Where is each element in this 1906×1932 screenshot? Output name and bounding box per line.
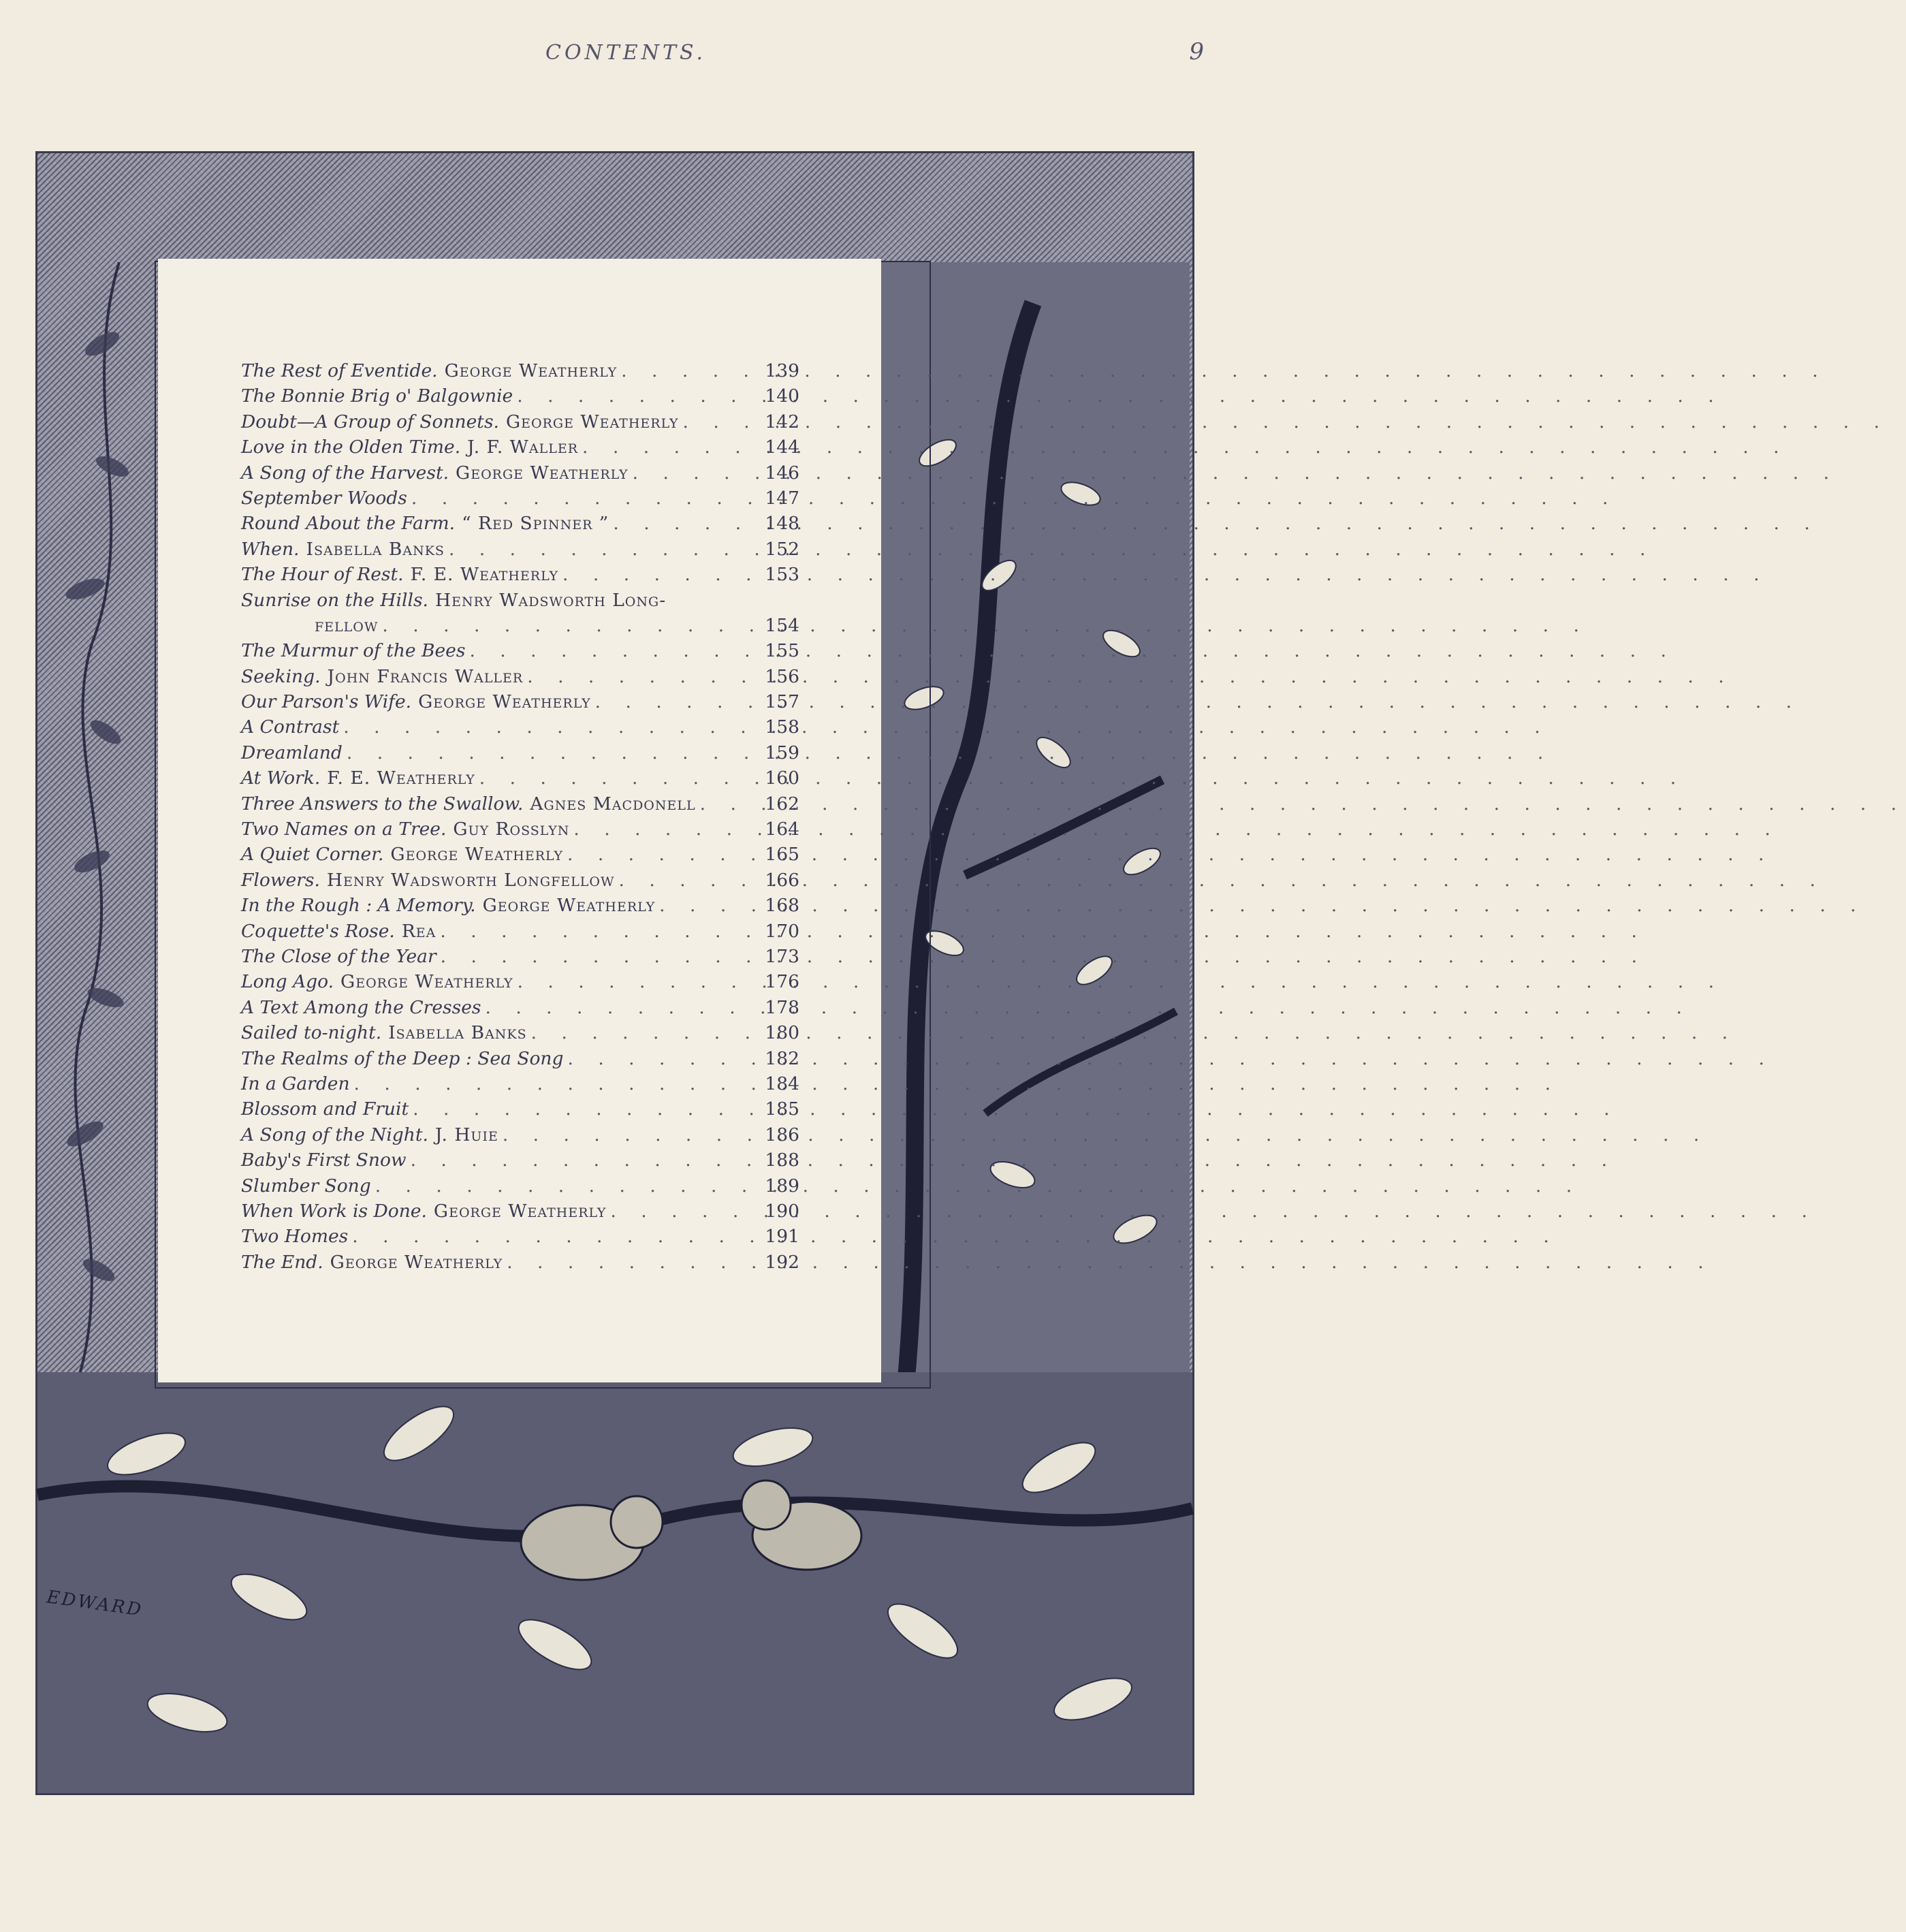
entry-text (241, 1224, 348, 1249)
entry-author: Henry Wadsworth Long- (434, 589, 667, 611)
entry-text (241, 358, 617, 383)
page-number: 9 (1189, 38, 1204, 65)
dot-leader (440, 919, 755, 944)
toc-entry (241, 358, 799, 383)
entry-text (241, 588, 666, 613)
entry-title: Two Names on a Tree. (241, 819, 447, 840)
toc-entry (241, 740, 799, 765)
entry-title: Sunrise on the Hills. (241, 589, 428, 611)
entry-text (241, 562, 558, 587)
toc-entry (241, 664, 799, 689)
toc-entry (241, 1071, 799, 1096)
entry-title: A Contrast (241, 716, 340, 738)
entry-author: Henry Wadsworth Longfellow (326, 869, 615, 891)
entry-page-number: 188 (765, 1150, 799, 1171)
entry-page-number: 159 (765, 742, 799, 763)
entry-author: George Weatherly (456, 462, 629, 484)
entry-title: Our Parson's Wife. (241, 691, 412, 713)
entry-text (241, 689, 591, 714)
entry-text (241, 740, 343, 765)
toc-entry (241, 537, 799, 562)
entry-text (241, 511, 609, 536)
dot-leader (449, 537, 755, 562)
entry-author: F. E. Weatherly (327, 767, 475, 789)
entry-page-number: 160 (765, 767, 799, 789)
entry-text (241, 714, 339, 740)
entry-page-number: 164 (765, 819, 799, 840)
toc-entry (241, 588, 799, 613)
entry-page-number: 182 (765, 1047, 799, 1069)
entry-page-number: 192 (765, 1251, 799, 1273)
table-of-contents (241, 358, 799, 1275)
entry-title: At Work. (241, 767, 321, 789)
entry-author: George Weatherly (444, 360, 618, 381)
entry-text (241, 1250, 503, 1275)
dot-leader (485, 995, 755, 1020)
toc-entry (241, 919, 799, 944)
toc-entry-continuation (241, 613, 799, 638)
running-head (0, 35, 1252, 76)
entry-text (241, 765, 475, 791)
dot-leader (469, 638, 755, 663)
entry-page-number: 173 (765, 945, 799, 967)
entry-page-number: 176 (765, 971, 799, 993)
entry-page-number: 154 (765, 614, 799, 636)
dot-leader (517, 383, 755, 409)
entry-author: Agnes Macdonell (530, 793, 696, 814)
toc-entry (241, 486, 799, 511)
dot-leader (441, 944, 755, 969)
engraver-signature: EDWARD (45, 1587, 144, 1621)
entry-page-number: 152 (765, 538, 799, 560)
entry-text (241, 664, 523, 689)
dot-leader (347, 740, 755, 765)
entry-author: F. E. Weatherly (410, 564, 559, 586)
dot-leader (567, 842, 755, 867)
entry-page-number: 190 (765, 1200, 799, 1222)
left-vine-engraving (37, 262, 160, 1379)
toc-entry (241, 511, 799, 536)
entry-title: When Work is Done. (241, 1200, 427, 1222)
dot-leader (619, 868, 755, 893)
dot-leader (621, 358, 755, 383)
toc-entry (241, 893, 799, 918)
entry-title: Long Ago. (241, 971, 334, 993)
entry-text (241, 460, 629, 486)
entry-text (241, 919, 436, 944)
entry-author: “ Red Spinner ” (462, 513, 609, 535)
toc-entry (241, 969, 799, 994)
entry-page-number: 155 (765, 640, 799, 662)
entry-title: Two Homes (241, 1226, 349, 1248)
dot-leader (610, 1199, 755, 1224)
entry-title: September Woods (241, 487, 407, 509)
entry-title: The Close of the Year (241, 945, 436, 967)
entry-text (241, 995, 481, 1020)
dot-leader (633, 460, 755, 486)
entry-title: Doubt—A Group of Sonnets. (241, 411, 499, 432)
dot-leader (354, 1071, 755, 1096)
dot-leader (507, 1250, 755, 1275)
entry-title: Round About the Farm. (241, 513, 456, 535)
entry-title: Baby's First Snow (241, 1150, 407, 1171)
entry-page-number: 178 (765, 996, 799, 1018)
entry-text (241, 638, 465, 663)
toc-entry (241, 714, 799, 740)
toc-entry (241, 689, 799, 714)
entry-text (241, 1147, 407, 1173)
entry-title: Dreamland (241, 742, 343, 763)
bottom-birds-foliage-engraving (37, 1372, 1192, 1793)
toc-entry (241, 1122, 799, 1147)
entry-page-number: 180 (765, 1022, 799, 1044)
entry-title: The Bonnie Brig o' Balgownie (241, 385, 513, 407)
entry-author: Guy Rosslyn (453, 819, 570, 840)
entry-page-number: 158 (765, 716, 799, 738)
entry-page-number: 146 (765, 462, 799, 484)
toc-entry (241, 765, 799, 791)
toc-entry (241, 434, 799, 460)
entry-text (241, 1071, 350, 1096)
toc-entry (241, 1173, 799, 1199)
dot-leader (411, 486, 755, 511)
entry-author: George Weatherly (390, 844, 563, 866)
dot-leader (375, 1173, 755, 1199)
dot-leader (573, 817, 755, 842)
toc-entry (241, 1046, 799, 1071)
entry-title: In the Rough : A Memory. (241, 895, 476, 917)
dot-leader (479, 765, 755, 791)
toc-entry (241, 817, 799, 842)
entry-text (241, 409, 679, 434)
entry-author: Rea (401, 920, 436, 942)
entry-title: The Rest of Eventide. (241, 360, 438, 381)
dot-leader (613, 511, 755, 536)
entry-author-continuation: fellow (315, 614, 379, 636)
entry-author: J. Huie (434, 1124, 498, 1145)
dot-leader (531, 1020, 755, 1045)
entry-page-number: 139 (765, 360, 799, 381)
toc-entry (241, 944, 799, 969)
entry-title: When. (241, 538, 300, 560)
dot-leader (700, 791, 755, 817)
toc-entry (241, 868, 799, 893)
running-title: CONTENTS. (545, 41, 706, 65)
dot-leader (683, 409, 755, 434)
entry-page-number: 170 (765, 920, 799, 942)
dot-leader (562, 562, 755, 587)
toc-entry (241, 1199, 799, 1224)
entry-page-number: 185 (765, 1098, 799, 1120)
entry-text (241, 1199, 606, 1224)
toc-entry (241, 995, 799, 1020)
entry-text (241, 383, 513, 409)
toc-entry (241, 1250, 799, 1275)
entry-author: George Weatherly (505, 411, 679, 432)
entry-title: In a Garden (241, 1073, 350, 1094)
entry-page-number: 168 (765, 895, 799, 917)
entry-text (241, 817, 569, 842)
entry-text (241, 1096, 409, 1122)
toc-entry (241, 1020, 799, 1045)
entry-text (241, 893, 655, 918)
entry-text (241, 969, 513, 994)
entry-title: Blossom and Fruit (241, 1098, 409, 1120)
toc-entry (241, 791, 799, 817)
entry-title: Sailed to-night. (241, 1022, 382, 1044)
entry-text (241, 1046, 563, 1071)
dot-leader (503, 1122, 755, 1147)
toc-entry (241, 842, 799, 867)
entry-title: Flowers. (241, 869, 320, 891)
entry-title: The Hour of Rest. (241, 564, 404, 586)
entry-author: Isabella Banks (306, 538, 445, 560)
entry-title: The Realms of the Deep : Sea Song (241, 1047, 564, 1069)
entry-title: Love in the Olden Time. (241, 437, 461, 458)
entry-author: George Weatherly (340, 971, 513, 993)
toc-entry (241, 460, 799, 486)
entry-text (241, 1173, 371, 1199)
entry-page-number: 186 (765, 1124, 799, 1145)
entry-page-number: 156 (765, 665, 799, 687)
entry-title: Coquette's Rose. (241, 920, 395, 942)
dot-leader (527, 664, 755, 689)
entry-author: John Francis Waller (327, 665, 524, 687)
entry-title: A Song of the Harvest. (241, 462, 449, 484)
entry-title: Three Answers to the Swallow. (241, 793, 524, 814)
toc-entry (241, 1096, 799, 1122)
entry-page-number: 191 (765, 1226, 799, 1248)
entry-text (241, 434, 578, 460)
entry-text (241, 1122, 498, 1147)
entry-page-number: 162 (765, 793, 799, 814)
entry-page-number: 166 (765, 869, 799, 891)
entry-author: George Weatherly (330, 1251, 503, 1273)
toc-entry (241, 409, 799, 434)
dot-leader (595, 689, 755, 714)
entry-text (241, 842, 563, 867)
entry-page-number: 189 (765, 1175, 799, 1197)
entry-title: Seeking. (241, 665, 321, 687)
entry-page-number: 140 (765, 385, 799, 407)
entry-page-number: 184 (765, 1073, 799, 1094)
entry-text (241, 1020, 527, 1045)
entry-text (241, 537, 445, 562)
entry-text (241, 944, 436, 969)
toc-entry (241, 1224, 799, 1249)
toc-entry (241, 562, 799, 587)
entry-page-number: 147 (765, 487, 799, 509)
dot-leader (659, 893, 755, 918)
dot-leader (411, 1147, 755, 1173)
entry-author: George Weatherly (418, 691, 591, 713)
entry-page-number: 142 (765, 411, 799, 432)
entry-title: A Text Among the Cresses (241, 996, 481, 1018)
entry-author: J. F. Waller (467, 437, 579, 458)
entry-page-number: 148 (765, 513, 799, 535)
entry-title: The Murmur of the Bees (241, 640, 466, 662)
toc-entry (241, 1147, 799, 1173)
toc-entry (241, 383, 799, 409)
dot-leader (413, 1096, 755, 1122)
entry-author: Isabella Banks (388, 1022, 527, 1044)
entry-title: Slumber Song (241, 1175, 371, 1197)
entry-author: George Weatherly (433, 1200, 607, 1222)
dot-leader (343, 714, 755, 740)
toc-entry (241, 638, 799, 663)
dot-leader (567, 1046, 755, 1071)
entry-page-number: 157 (765, 691, 799, 713)
entry-title: The End. (241, 1251, 323, 1273)
entry-text (241, 868, 615, 893)
entry-text (241, 791, 696, 817)
entry-author: George Weatherly (482, 895, 656, 917)
dot-leader (518, 969, 755, 994)
dot-leader (382, 613, 755, 638)
entry-title: A Song of the Night. (241, 1124, 428, 1145)
dot-leader (352, 1224, 755, 1249)
entry-page-number: 165 (765, 844, 799, 866)
entry-page-number: 153 (765, 564, 799, 586)
dot-leader (582, 434, 755, 460)
entry-title: A Quiet Corner. (241, 844, 384, 866)
entry-page-number: 144 (765, 437, 799, 458)
entry-text (241, 486, 407, 511)
